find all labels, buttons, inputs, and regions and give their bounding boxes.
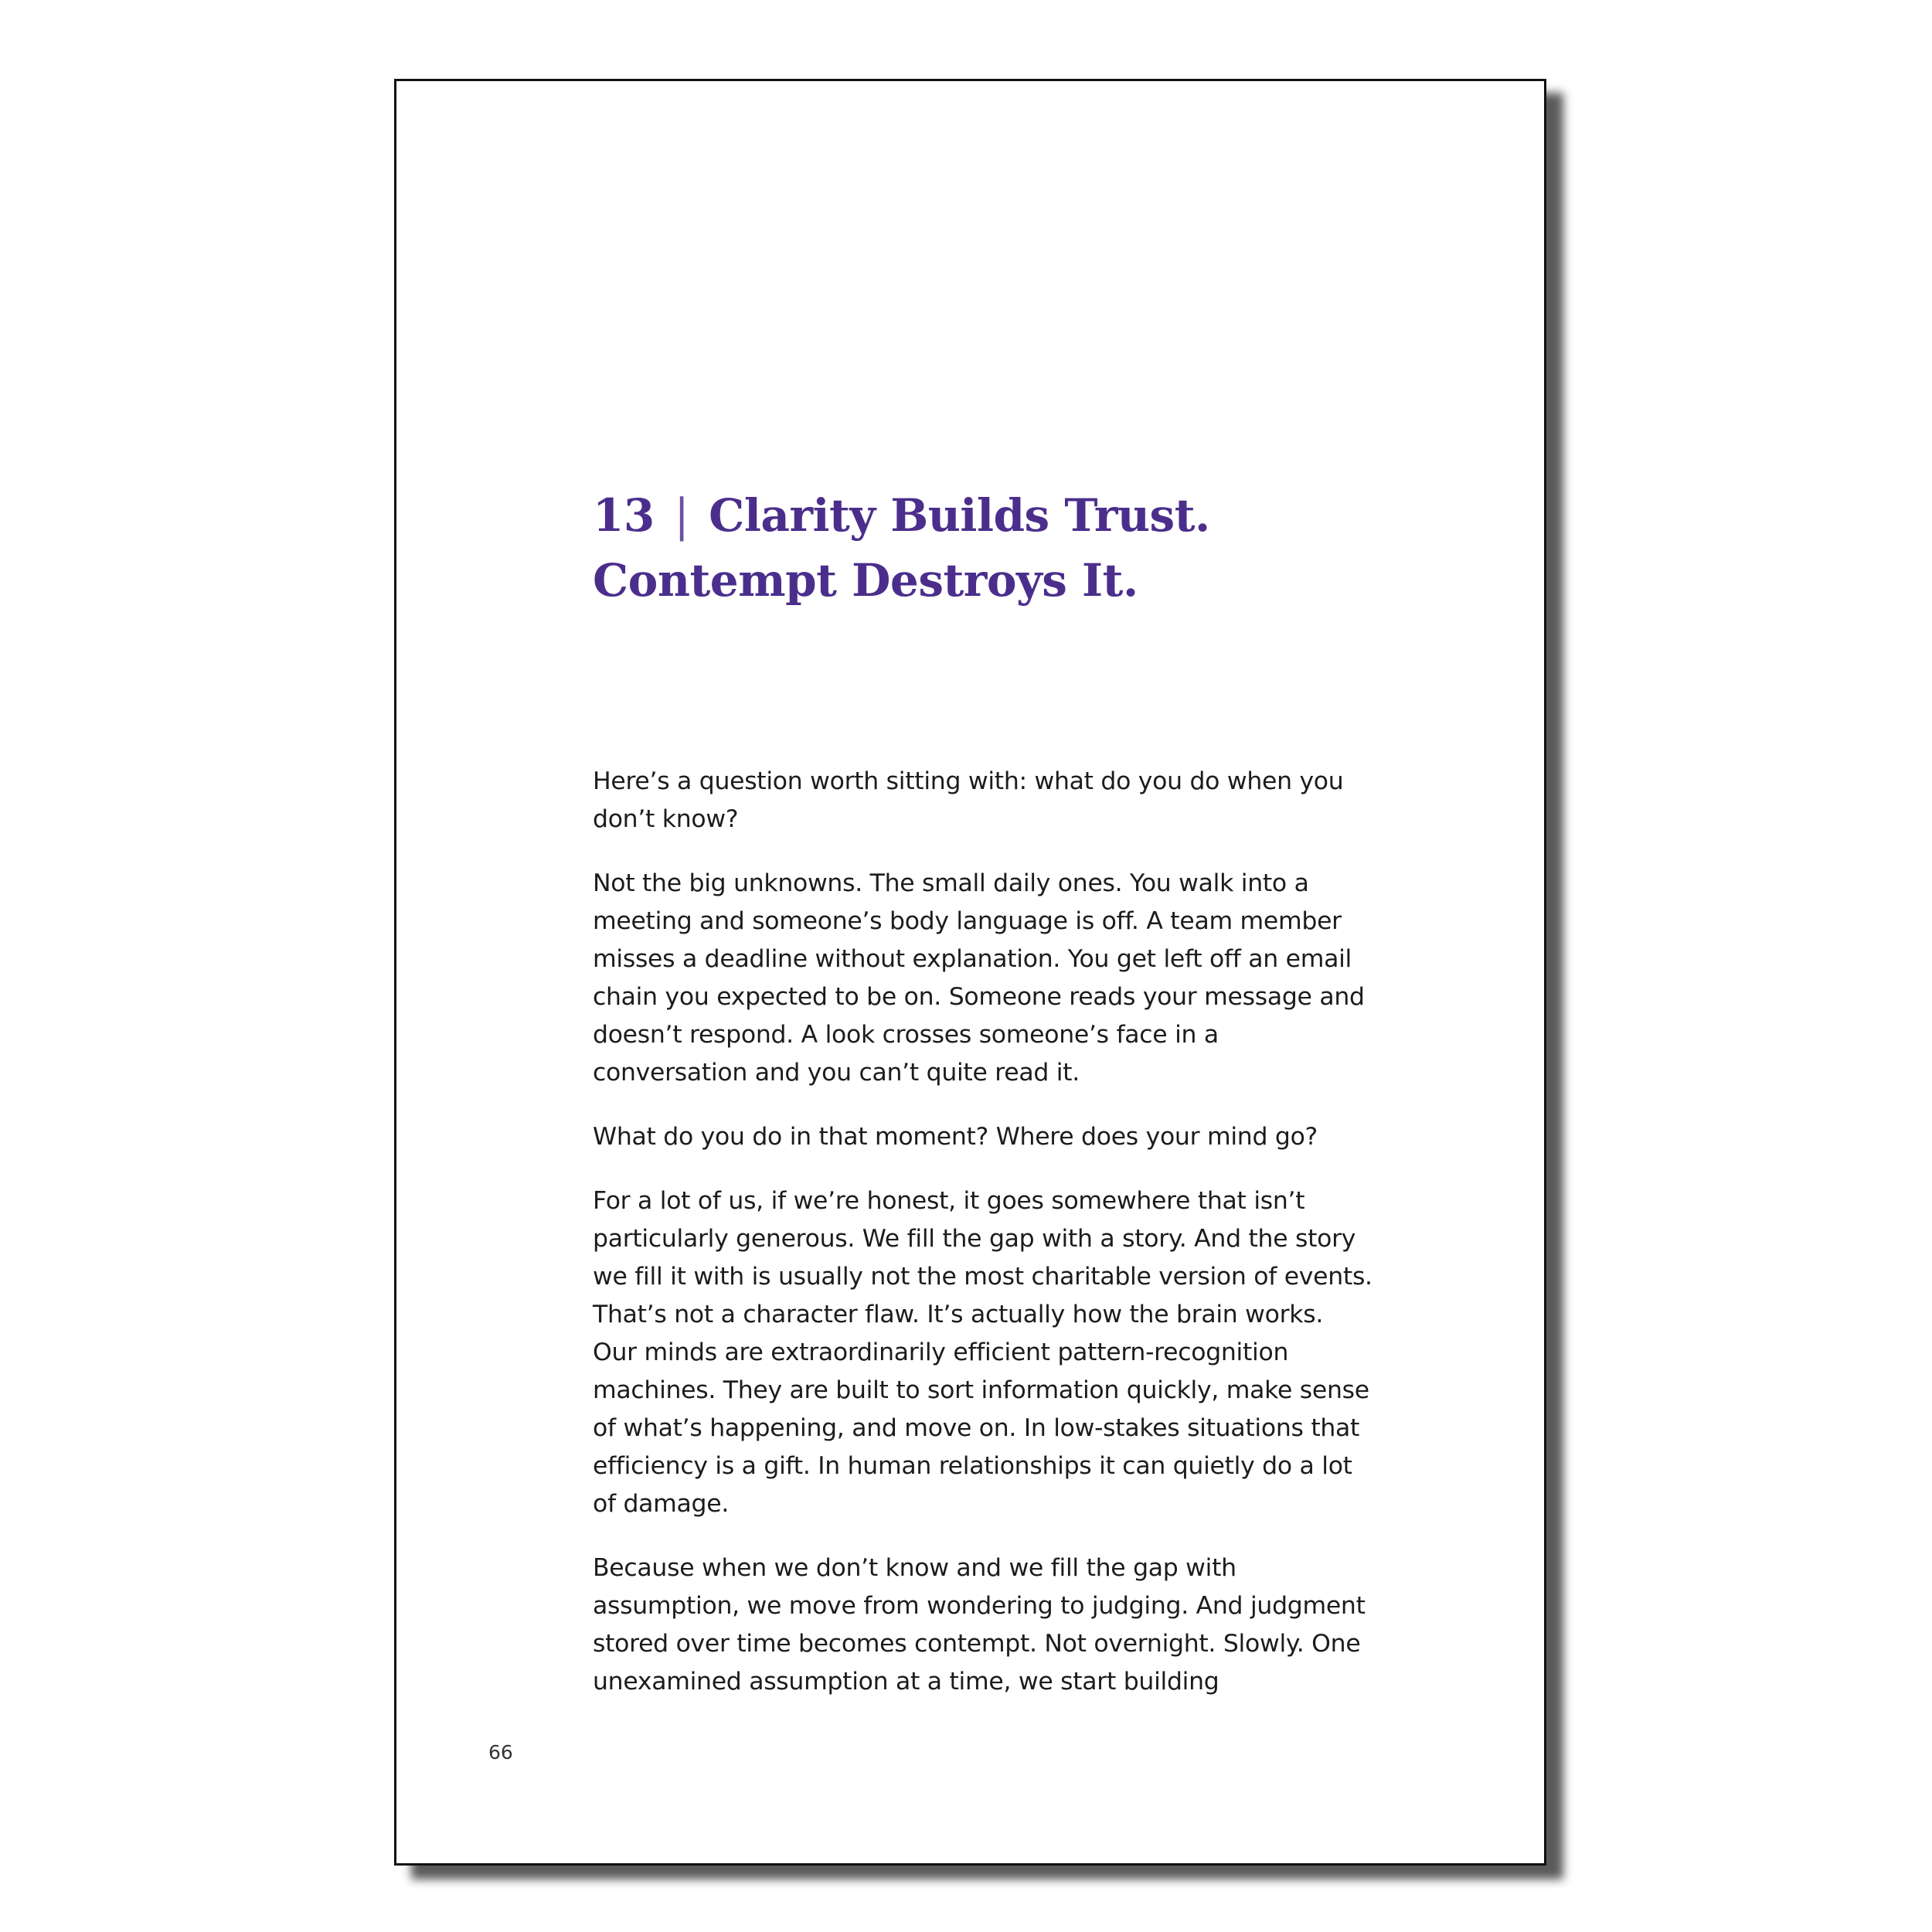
chapter-number: 13 [593,489,655,542]
paragraph: Not the big unknowns. The small daily ones. You walk into a meeting and someone’s body language is off. A team member misses a deadline without explanation. You get left off an email chain you expected to be on. Someone reads your message and doesn’t respond. A look crosses someone’s face in a conversation and you can’t quite read it. [593,869,1365,1087]
paragraph: Because when we don’t know and we fill the gap with assumption, we move from wondering to judging. And judgment stored over time becomes contempt. Not overnight. Slowly. One unexamined assumption at a time, we start building [593,1554,1366,1696]
page-number: 66 [488,1741,513,1764]
paragraph: Here’s a question worth sitting with: what do you do when you don’t know? [593,767,1344,833]
book-page [394,79,1546,1866]
paragraph: What do you do in that moment? Where does your mind go? [593,1123,1318,1151]
body-text [593,763,1373,1727]
chapter-title-line-1: Clarity Builds Trust. [709,489,1210,542]
chapter-heading-line-1 [593,483,1443,548]
paragraph: For a lot of us, if we’re honest, it goes somewhere that isn’t particularly generous. We fill the gap with a story. And the story we fill it with is usually not the most charitable version of events. That’s not a character flaw. It’s actually how the brain works. Our minds are extraordinarily efficient pattern-recognition machines. They are built to sort information quickly, make sense of what’s happening, and move on. In low-stakes situations that efficiency is a gift. In human relationships it can quietly do a lot of damage. [593,1187,1372,1518]
chapter-separator: | [674,489,689,542]
chapter-heading [593,483,1443,613]
chapter-title-line-2: Contempt Destroys It. [593,554,1138,607]
